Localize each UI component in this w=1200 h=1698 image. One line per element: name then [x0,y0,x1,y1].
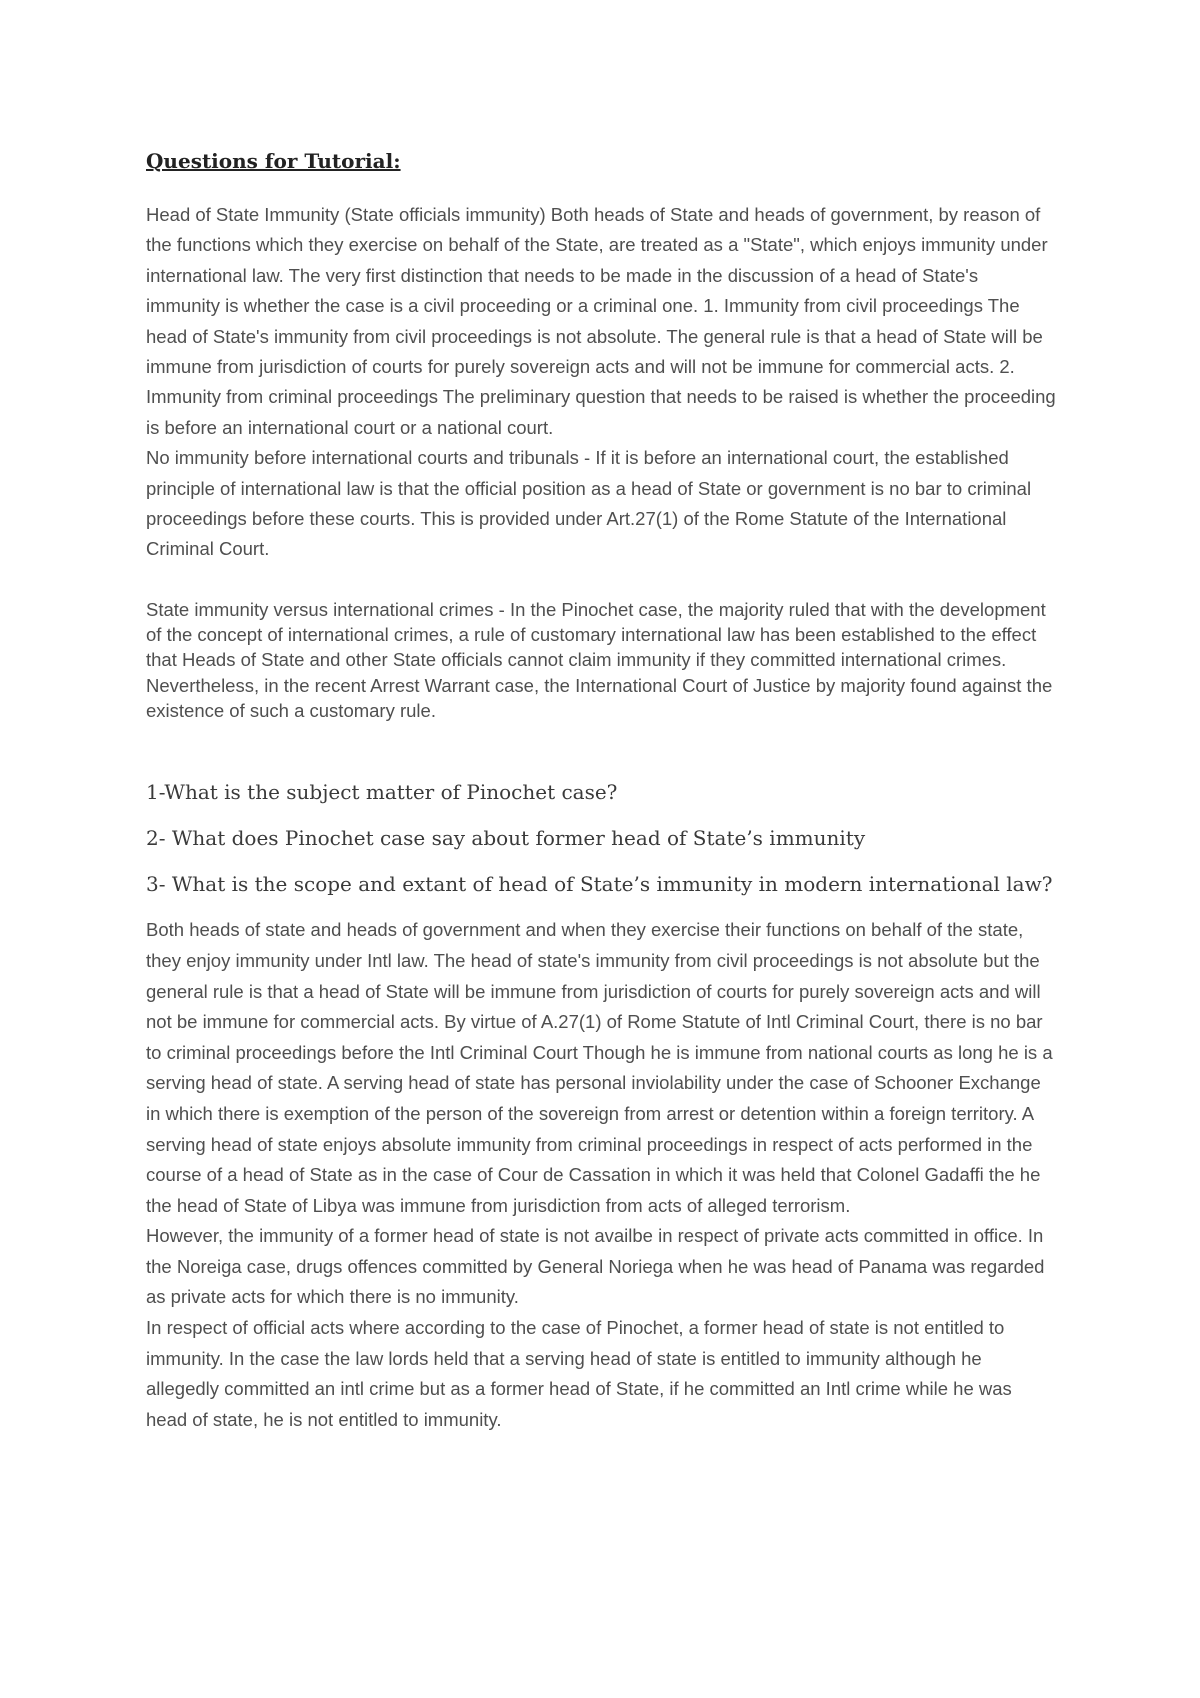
spacer [146,565,1056,597]
document-title: Questions for Tutorial: [146,149,401,173]
state-immunity-section [146,597,1056,723]
question-item: 3- What is the scope and extant of head of State’s immunity in modern international law? [146,872,1053,897]
answer-paragraph: In respect of official acts where according to the case of Pinochet, a former head of state is not entitled to immunity. In the case the law lords held that a serving head of state is entitled to immunity although he allegedly committed an intl crime but as a former head of State, if he committed an Intl crime while he was head of state, he is not entitled to immunity. [146,1317,1012,1430]
question-item: 1-What is the subject matter of Pinochet case? [146,780,618,805]
answer-paragraph: Both heads of state and heads of government and when they exercise their functions on behalf of the state, they enjoy immunity under Intl law. The head of state's immunity from civil proceedings is not absolute but the general rule is that a head of State will be immune from jurisdiction of courts for purely sovereign acts and will not be immune for commercial acts. By virtue of A.27(1) of Rome Statute of Intl Criminal Court, there is no bar to criminal proceedings before the Intl Criminal Court Though he is immune from national courts as long he is a serving head of state. A serving head of state has personal inviolability under the case of Schooner Exchange in which there is exemption of the person of the sovereign from arrest or detention within a foreign territory. A serving head of state enjoys absolute immunity from criminal proceedings in respect of acts performed in the course of a head of State as in the case of Cour de Cassation in which it was held that Colonel Gadaffi the he the head of State of Libya was immune from jurisdiction from acts of alleged terrorism. [146,919,1053,1216]
state-immunity-paragraph: State immunity versus international crimes - In the Pinochet case, the majority ruled that with the development of the concept of international crimes, a rule of customary international law has been established to the effect that Heads of State and other State officials cannot claim immunity if they committed international crimes. Nevertheless, in the recent Arrest Warrant case, the International Court of Justice by majority found against the existence of such a customary rule. [146,598,1053,722]
document-page [146,146,1056,1435]
question-item: 2- What does Pinochet case say about former head of State’s immunity [146,826,866,851]
intro-paragraph: Head of State Immunity (State officials immunity) Both heads of State and heads of government, by reason of the functions which they exercise on behalf of the State, are treated as a "State", which enjoys immunity under international law. The very first distinction that needs to be made in the discussion of a head of State's immunity is whether the case is a civil proceeding or a criminal one. 1. Immunity from civil proceedings The head of State's immunity from civil proceedings is not absolute. The general rule is that a head of State will be immune from jurisdiction of courts for purely sovereign acts and will not be immune for commercial acts. 2. Immunity from criminal proceedings The preliminary question that needs to be raised is whether the proceeding is before an international court or a national court. [146,204,1056,438]
intro-paragraph: No immunity before international courts and tribunals - If it is before an international court, the established principle of international law is that the official position as a head of State or government is no bar to criminal proceedings before these courts. This is provided under Art.27(1) of the Rome Statute of the International Criminal Court. [146,447,1032,560]
spacer [146,723,1056,777]
questions-list [146,777,1056,899]
intro-section [146,200,1056,565]
answer-paragraph: However, the immunity of a former head of state is not availbe in respect of private acts committed in office. In the Noreiga case, drugs offences committed by General Noriega when he was head of Panama was regarded as private acts for which there is no immunity. [146,1225,1045,1308]
answer-section [146,915,1056,1435]
